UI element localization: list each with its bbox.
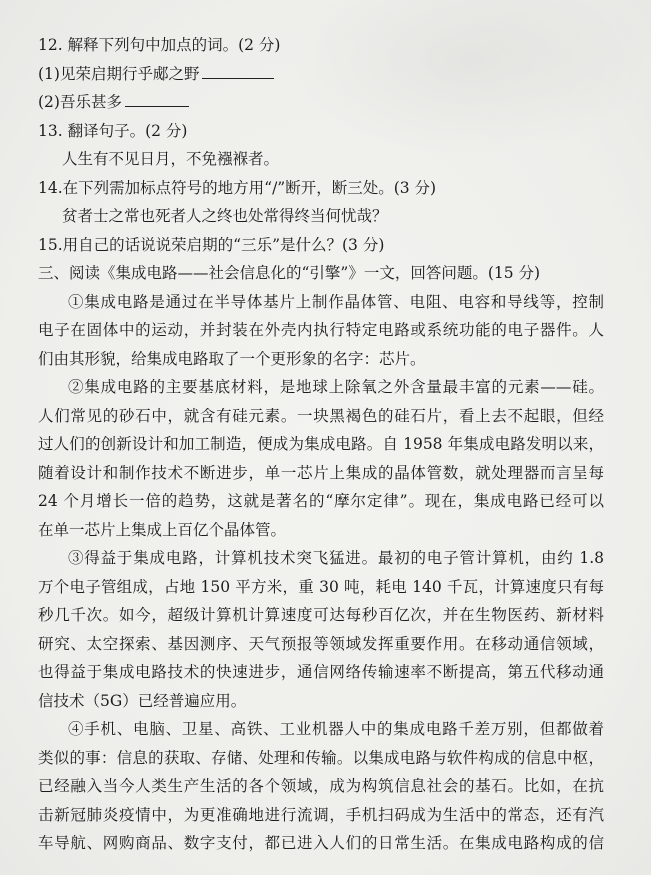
answer-blank [125, 91, 189, 107]
paragraph-line: ②集成电路的主要基底材料，是地球上除氧之外含量最丰富的元素——硅。 [68, 378, 604, 396]
paragraph-line: 秒几千次。如今，超级计算机计算速度可达每秒百亿次，并在生物医药、新材料 [38, 606, 604, 624]
paragraph-line: 人们常见的砂石中，就含有硅元素。一块黑褐色的硅石片，看上去不起眼，但经 [38, 406, 604, 425]
paragraph-line: 已经融入当今人类生产生活的各个领域，成为构筑信息社会的基石。比如，在抗 [38, 777, 604, 795]
paragraph-line: ①集成电路是通过在半导体基片上制作晶体管、电阻、电容和导线等，控制 [68, 292, 604, 311]
paragraph-line: 们由其形貌，给集成电路取了一个更形象的名字：芯片。 [38, 349, 426, 368]
question-15-title: 15.用自己的话说说荣启期的“三乐”是什么？(3 分) [38, 235, 385, 254]
paragraph-line: 也得益于集成电路技术的快速进步，通信网络传输速率不断提高，第五代移动通 [38, 663, 604, 681]
paragraph-line: 过人们的创新设计和加工制造，便成为集成电路。自 1958 年集成电路发明以来， [38, 435, 604, 453]
paragraph-line: 在单一芯片上集成上百亿个晶体管。 [38, 520, 287, 539]
question-13-sentence: 人生有不见日月，不免襁褓者。 [62, 150, 280, 168]
question-12-item-1-text: (1)见荣启期行乎郕之野 [38, 64, 200, 83]
paragraph-line: 电子在固体中的运动，并封装在外壳内执行特定电路或系统功能的电子器件。人 [38, 321, 604, 339]
paragraph-line: ④手机、电脑、卫星、高铁、工业机器人中的集成电路千差万别，但都做着 [68, 720, 604, 738]
paragraph-line: 信技术（5G）已经普遍应用。 [38, 691, 247, 710]
question-14-sentence: 贫者士之常也死者人之终也处常得终当何忧哉？ [62, 207, 388, 225]
question-12-item-1 [38, 60, 604, 89]
question-13-title: 13. 翻译句子。(2 分) [38, 121, 188, 140]
paragraph-line: 随着设计和制作技术不断进步，单一芯片上集成的晶体管数，就处理器而言呈每 [38, 463, 604, 482]
article-paragraph-1 [38, 288, 604, 374]
paragraph-line: 击新冠肺炎疫情中，为更准确地进行流调，手机扫码成为生活中的常态，还有汽 [38, 805, 604, 824]
article-paragraph-2 [38, 373, 604, 544]
section-3-heading: 三、阅读《集成电路——社会信息化的“引擎”》一文，回答问题。(15 分) [38, 264, 541, 282]
paragraph-line: ③得益于集成电路，计算机技术突飞猛进。最初的电子管计算机，由约 1.8 [68, 549, 604, 567]
paragraph-line: 24 个月增长一倍的趋势，这就是著名的“摩尔定律”。现在，集成电路已经可以 [38, 492, 604, 510]
article-paragraph-4 [38, 715, 604, 858]
answer-blank [202, 63, 274, 79]
paragraph-line: 研究、太空探索、基因测序、天气预报等领域发挥重要作用。在移动通信领域， [38, 634, 604, 653]
exam-content [38, 31, 604, 858]
paragraph-line: 万个电子管组成，占地 150 平方米，重 30 吨，耗电 140 千瓦，计算速度只有每 [38, 577, 604, 596]
paragraph-line: 车导航、网购商品、数字支付，都已进入人们的日常生活。在集成电路构成的信 [38, 834, 604, 852]
question-12-item-2 [38, 88, 604, 117]
question-12-item-2-text: (2)吾乐甚多 [38, 93, 122, 111]
question-12-title: 12. 解释下列句中加点的词。(2 分) [38, 36, 281, 54]
article-paragraph-3 [38, 544, 604, 715]
paragraph-line: 类似的事：信息的获取、存储、处理和传输。以集成电路与软件构成的信息中枢， [38, 748, 604, 767]
question-14-title: 14.在下列需加标点符号的地方用“/”断开，断三处。(3 分) [38, 178, 437, 197]
